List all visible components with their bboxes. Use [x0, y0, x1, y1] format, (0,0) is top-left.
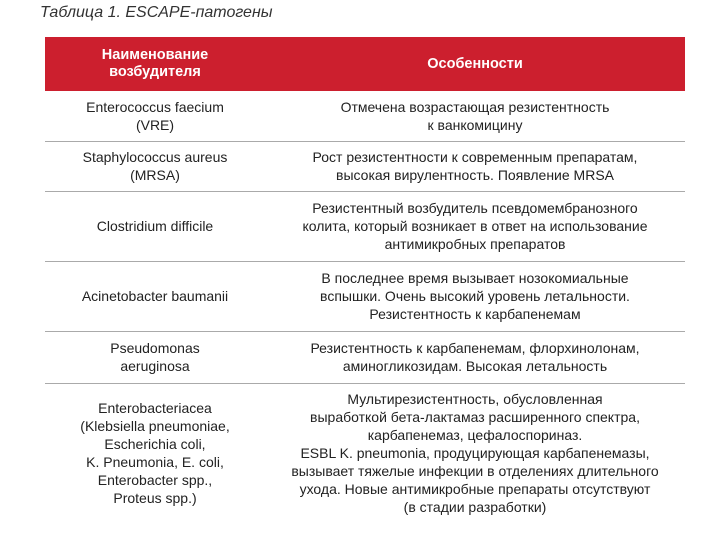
features-cell: Резистентный возбудитель псевдомембранозного колита, который возникает в ответ на использование антимикробных препаратов [265, 191, 685, 261]
table-caption: Таблица 1. ESCAPE-патогены [40, 4, 273, 21]
escape-pathogens-table [45, 37, 685, 523]
table-header-row [45, 37, 685, 91]
features-cell: Мультирезистентность, обусловленная выработкой бета-лактамаз расширенного спектра, карбапенемаз, цефалоспориназ. ESBL K. pneumonia, продуцирующая карбапенемазы, вызывает тяжелые инфекции в отделениях длительного ухода. Новые антимикробные препараты отсутствуют (в стадии разработки) [291, 391, 659, 516]
features-cell: Резистентность к карбапенемам, флорхинолонам, аминогликозидам. Высокая летальность [265, 331, 685, 383]
table-row [45, 191, 685, 261]
table-row [45, 331, 685, 383]
pathogen-cell: Acinetobacter baumanii [45, 261, 265, 331]
header-pathogen: Наименование возбудителя [45, 37, 265, 91]
pathogen-cell: Clostridium difficile [45, 191, 265, 261]
header-features: Особенности [265, 37, 685, 91]
features-cell: Рост резистентности к современным препаратам, высокая вирулентность. Появление MRSA [265, 141, 685, 191]
features-cell: В последнее время вызывает нозокомиальные вспышки. Очень высокий уровень летальности. Резистентность к карбапенемам [265, 261, 685, 331]
table-row [45, 383, 685, 523]
table-row [45, 91, 685, 141]
pathogen-cell: Staphylococcus aureus (MRSA) [45, 141, 265, 191]
pathogen-cell: Pseudomonas aeruginosa [45, 331, 265, 383]
pathogen-cell: Enterococcus faecium (VRE) [45, 91, 265, 141]
table-row [45, 261, 685, 331]
pathogen-cell: Enterobacteriacea (Klebsiella pneumoniae, Escherichia coli, K. Pneumonia, E. coli, Enterobacter spp., Proteus spp.) [80, 400, 230, 507]
table-row [45, 141, 685, 191]
features-cell: Отмечена возрастающая резистентность к ванкомицину [265, 91, 685, 141]
